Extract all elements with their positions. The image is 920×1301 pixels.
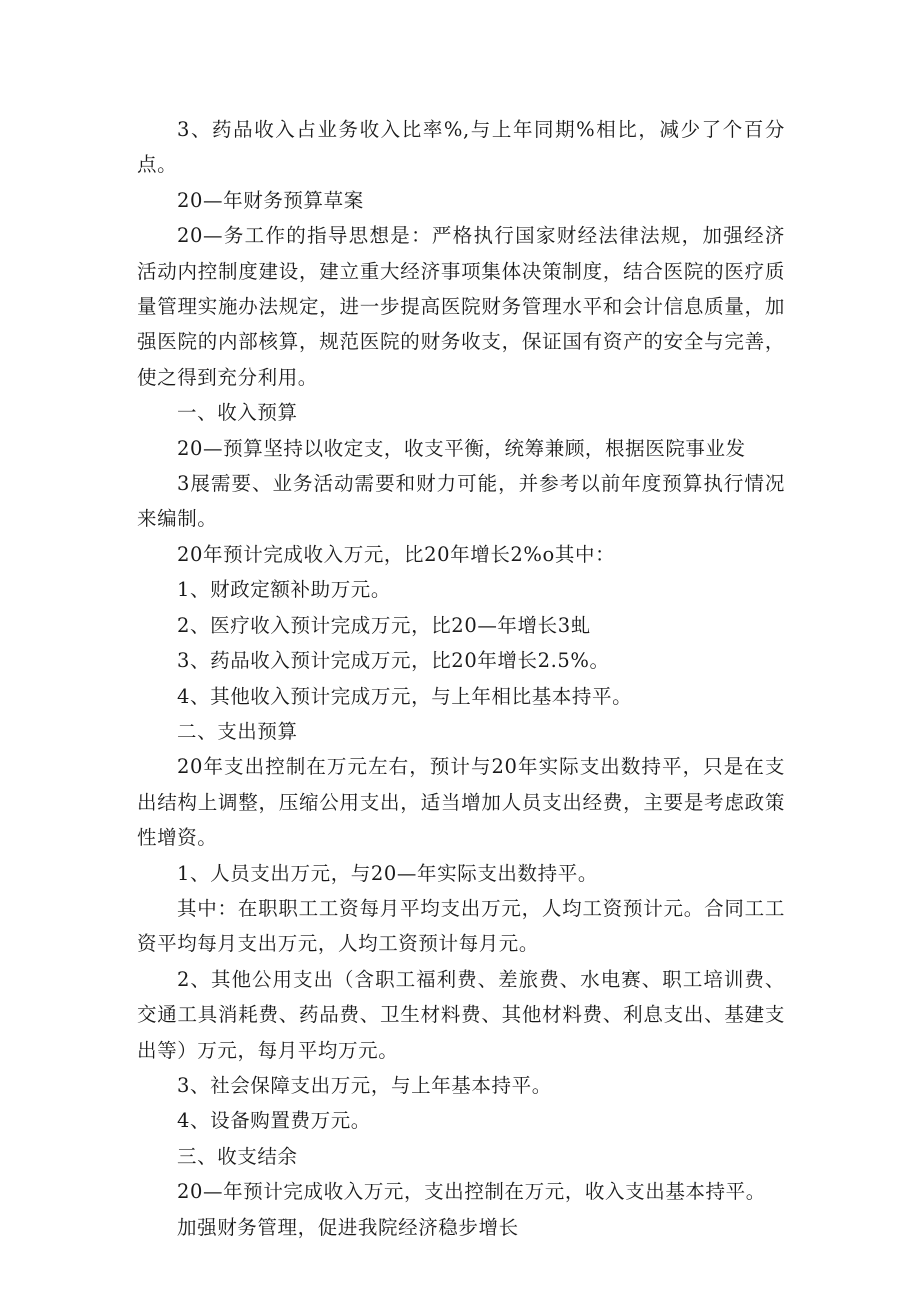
list-item-public-expense: 2、其他公用支出（含职工福利费、差旅费、水电赛、职工培训费、交通工具消耗费、药品费、卫生材料费、其他材料费、利息支出、基建支出等）万元，每月平均万元。 <box>137 967 785 1062</box>
paragraph-salary-detail: 其中：在职职工工资每月平均支出万元，人均工资预计元。合同工工资平均每月支出万元，人均工资预计每月元。 <box>137 896 785 956</box>
paragraph-expense-control: 20年支出控制在万元左右，预计与20年实际支出数持平，只是在支出结构上调整，压缩公用支出，适当增加人员支出经费，主要是考虑政策性增资。 <box>137 755 785 850</box>
list-item-medical-income: 2、医疗收入预计完成万元，比20—年增长3虬 <box>177 613 591 637</box>
list-item-other-income: 4、其他收入预计完成万元，与上年相比基本持平。 <box>177 684 633 708</box>
paragraph-income-forecast: 20年预计完成收入万元，比20年增长2%o其中： <box>177 542 616 566</box>
list-item-fiscal-subsidy: 1、财政定额补助万元。 <box>177 578 392 602</box>
document-body <box>137 112 785 1245</box>
list-item-equipment: 4、设备购置费万元。 <box>177 1109 371 1133</box>
section-title-financial-management: 加强财务管理，促进我院经济稳步增长 <box>177 1215 519 1239</box>
paragraph-balance-summary: 20—年预计完成收入万元，支出控制在万元，收入支出基本持平。 <box>177 1180 766 1204</box>
paragraph-budget-principle: 20—预算坚持以收定支，收支平衡，统筹兼顾，根据医院事业发 <box>177 436 746 460</box>
paragraph-budget-basis: 3展需要、业务活动需要和财力可能，并参考以前年度预算执行情况来编制。 <box>137 472 785 531</box>
section-title-budget-draft: 20—年财务预算草案 <box>177 188 364 212</box>
heading-balance: 三、收支结余 <box>177 1144 298 1168</box>
heading-income-budget: 一、收入预算 <box>177 401 298 425</box>
list-item-drug-income: 3、药品收入预计完成万元，比20年增长2.5%。 <box>177 649 610 673</box>
paragraph-guiding-principle: 20—务工作的指导思想是：严格执行国家财经法律法规，加强经济活动内控制度建设，建立重大经济事项集体决策制度，结合医院的医疗质量管理实施办法规定，进一步提高医院财务管理水平和会计信息质量，加强医院的内部核算，规范医院的财务收支，保证国有资产的安全与完善，使之得到充分利用。 <box>137 224 785 389</box>
paragraph-drug-income-ratio: 3、药品收入占业务收入比率%,与上年同期%相比，减少了个百分点。 <box>137 118 785 177</box>
list-item-personnel-expense: 1、人员支出万元，与20—年实际支出数持平。 <box>177 861 598 885</box>
heading-expense-budget: 二、支出预算 <box>177 719 298 743</box>
list-item-social-security: 3、社会保障支出万元，与上年基本持平。 <box>177 1073 552 1097</box>
